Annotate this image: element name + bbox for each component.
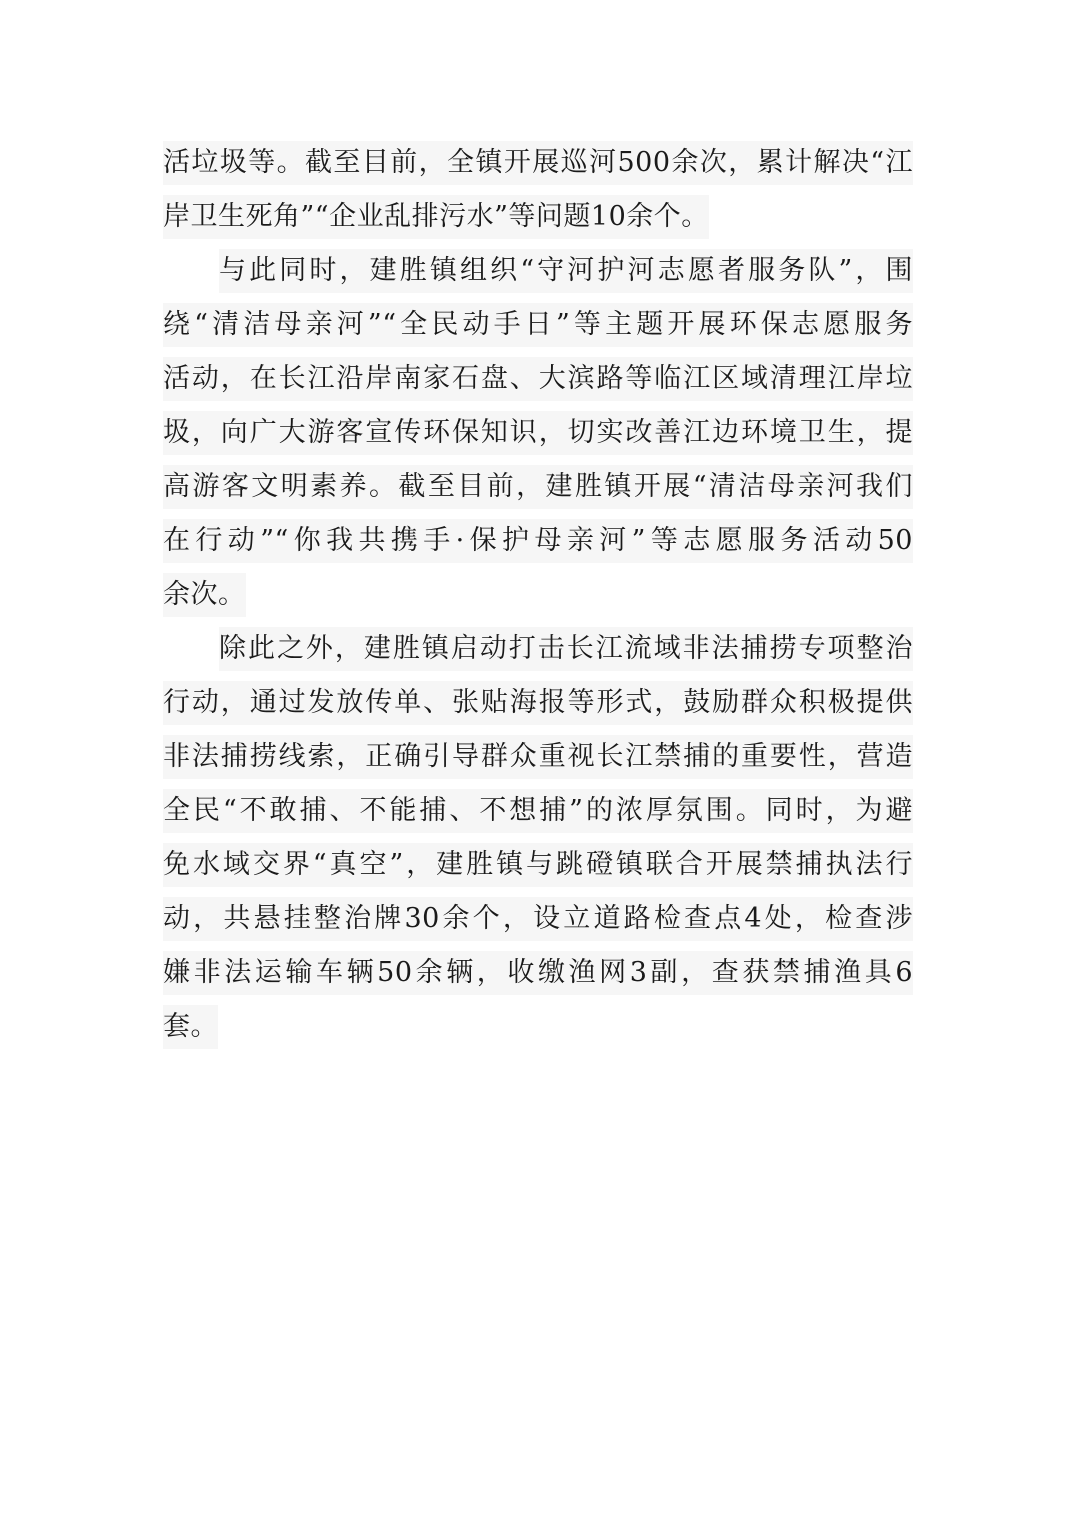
text-line: 岸卫生死角”“企业乱排污水”等问题10余个。 <box>163 190 913 244</box>
text-line: 在行动”“你我共携手·保护母亲河”等志愿服务活动50 <box>163 514 913 568</box>
text-line: 行动，通过发放传单、张贴海报等形式，鼓励群众积极提供 <box>163 676 913 730</box>
text-line: 嫌非法运输车辆50余辆，收缴渔网3副，查获禁捕渔具6 <box>163 946 913 1000</box>
text-line: 非法捕捞线索，正确引导群众重视长江禁捕的重要性，营造 <box>163 730 913 784</box>
text-line: 圾，向广大游客宣传环保知识，切实改善江边环境卫生，提 <box>163 406 913 460</box>
text-line: 套。 <box>163 1000 913 1054</box>
text-line: 动，共悬挂整治牌30余个，设立道路检查点4处，检查涉 <box>163 892 913 946</box>
text-line: 余次。 <box>163 568 913 622</box>
text-line: 全民“不敢捕、不能捕、不想捕”的浓厚氛围。同时，为避 <box>163 784 913 838</box>
text-line: 绕“清洁母亲河”“全民动手日”等主题开展环保志愿服务 <box>163 298 913 352</box>
text-line-paragraph-start: 除此之外，建胜镇启动打击长江流域非法捕捞专项整治 <box>163 622 913 676</box>
text-line: 高游客文明素养。截至目前，建胜镇开展“清洁母亲河我们 <box>163 460 913 514</box>
text-line: 免水域交界“真空”，建胜镇与跳磴镇联合开展禁捕执法行 <box>163 838 913 892</box>
body-text <box>163 136 913 1054</box>
text-line: 活垃圾等。截至目前，全镇开展巡河500余次，累计解决“江 <box>163 136 913 190</box>
text-line-paragraph-start: 与此同时，建胜镇组织“守河护河志愿者服务队”，围 <box>163 244 913 298</box>
text-line: 活动，在长江沿岸南家石盘、大滨路等临江区域清理江岸垃 <box>163 352 913 406</box>
